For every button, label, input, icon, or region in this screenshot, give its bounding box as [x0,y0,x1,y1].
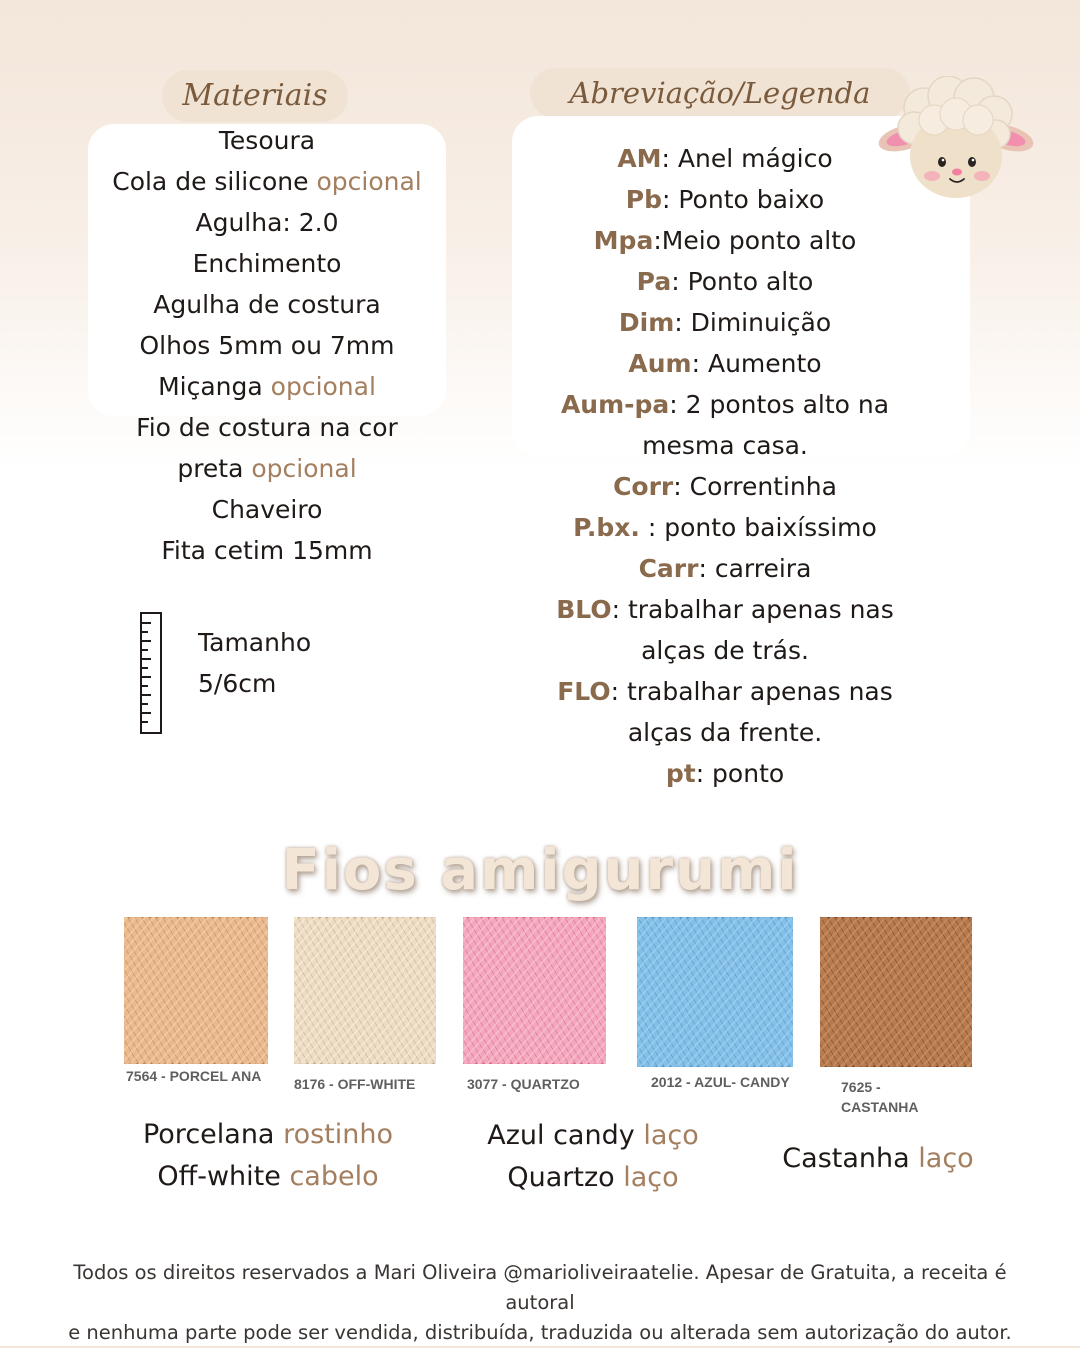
usage-line: Azul candy laço [487,1120,699,1151]
usage-line: Quartzo laço [507,1162,679,1193]
material-item: Fio de costura na cor [136,413,398,442]
abbreviation-row: alças da frente. [627,718,823,747]
ruler-icon [140,612,162,734]
material-item: Agulha: 2.0 [195,208,339,237]
material-item: Olhos 5mm ou 7mm [139,331,395,360]
yarn-code: 8176 - OFF-WHITE [294,1076,416,1092]
abbreviation-row: pt: ponto [665,759,785,788]
usage-group [120,1114,416,1198]
usage-line: Porcelana rostinho [142,1119,394,1150]
usage-group [770,1138,986,1180]
size-value: 5/6cm [198,669,277,698]
yarn-code: 7564 - PORCEL ANA [126,1068,262,1084]
optional-note: opcional [270,372,376,401]
yarns-title: Fios amigurumi [281,838,799,903]
abbreviation-row: Pb: Ponto baixo [625,185,825,214]
material-item: Enchimento [192,249,342,278]
yarn-swatch-porcelana [124,917,268,1064]
size-label: Tamanho [198,628,312,657]
footer-line: Todos os direitos reservados a Mari Oliveira @marioliveiraatelie. Apesar de Gratuita, a receita é autoral [73,1261,1007,1314]
yarn-code: 3077 - QUARTZO [467,1076,580,1092]
abbreviations-list [530,138,920,794]
abbreviation-row: Corr: Correntinha [613,472,837,501]
footer-line: e nenhuma parte pode ser vendida, distribuída, traduzida ou alterada sem autorização do autor. [68,1321,1012,1344]
usage-line: Castanha laço [782,1143,974,1174]
yarn-swatch-azul-candy [637,917,793,1067]
abbreviation-row: Pa: Ponto alto [636,267,814,296]
optional-note: opcional [316,167,422,196]
yarn-swatch-castanha [820,917,972,1067]
abbreviation-row: FLO: trabalhar apenas nas [557,677,893,706]
material-item: Agulha de costura [153,290,381,319]
usage-line: Off-white cabelo [157,1161,379,1192]
size-info [198,622,311,704]
material-item: Fita cetim 15mm [161,536,373,565]
material-item: Miçanga opcional [158,372,376,401]
yarn-code: 2012 - AZUL- CANDY [651,1074,790,1090]
abbreviation-row: P.bx. : ponto baixíssimo [573,513,877,542]
abbreviation-row: Aum-pa: 2 pontos alto na [560,390,890,419]
copyright-footer [40,1258,1040,1348]
abbreviation-row: BLO: trabalhar apenas nas [556,595,894,624]
yarn-swatch-quartzo [463,917,606,1064]
usage-group [462,1115,724,1199]
material-item: Tesoura [218,126,316,155]
optional-note: opcional [251,454,357,483]
abbreviation-row: Dim: Diminuição [618,308,832,337]
yarn-swatch-off-white [294,917,436,1064]
material-item: Cola de silicone opcional [112,167,422,196]
yarn-code: 7625 - CASTANHA [841,1079,919,1115]
material-item: preta opcional [177,454,357,483]
abbreviation-row: alças de trás. [641,636,809,665]
abbreviations-title: Abreviação/Legenda [530,68,910,118]
abbreviation-row: Mpa:Meio ponto alto [593,226,857,255]
abbreviation-row: AM: Anel mágico [617,144,833,173]
material-item: Chaveiro [211,495,323,524]
abbreviation-row: Carr: carreira [638,554,812,583]
materials-list [92,120,442,571]
materials-title: Materiais [162,70,348,122]
abbreviation-row: Aum: Aumento [628,349,822,378]
abbreviation-row: mesma casa. [642,431,808,460]
